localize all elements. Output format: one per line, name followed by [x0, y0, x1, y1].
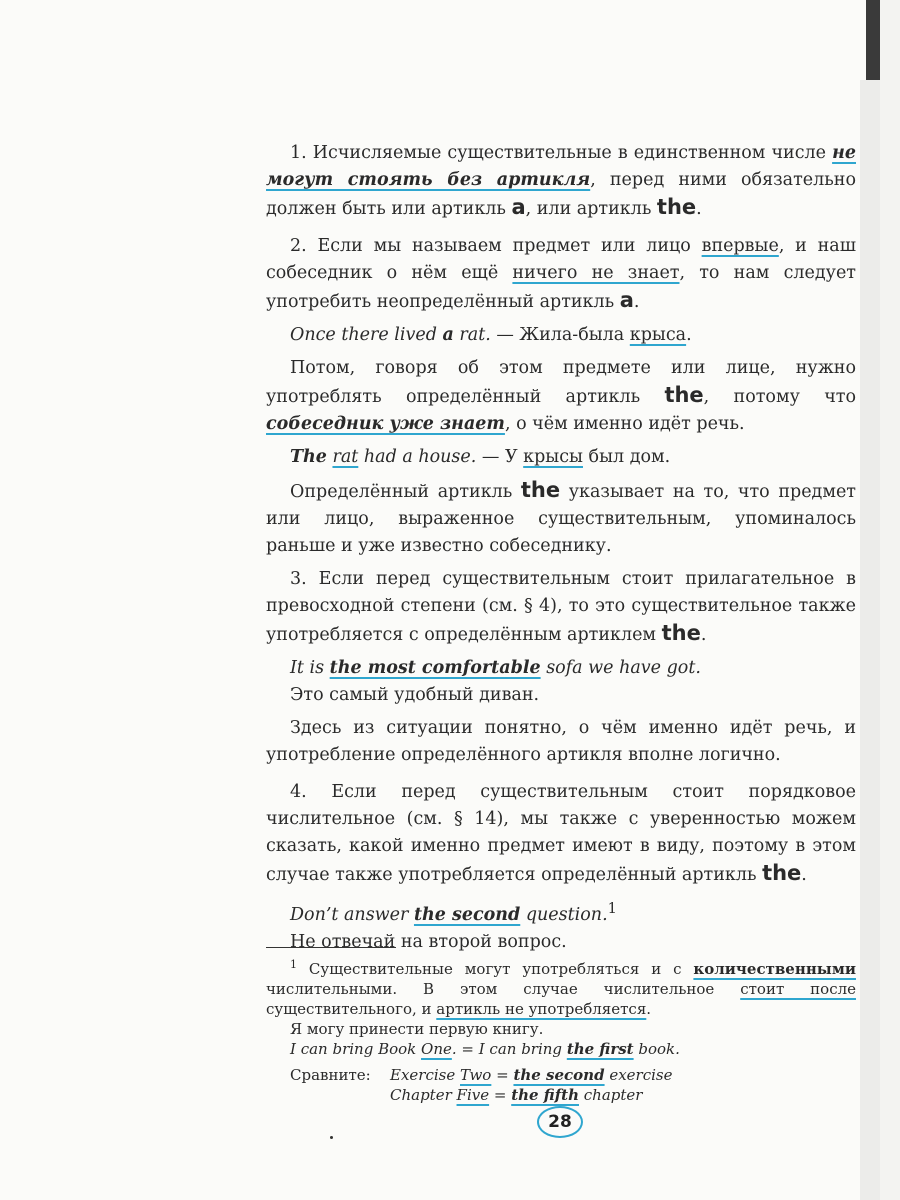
footnote-example-ru: Я могу принести первую книгу.	[290, 1020, 544, 1038]
footnote-divider	[266, 947, 396, 948]
rule-1: 1. Исчисляемые существительные в единственном числе не могут стоять без артикля, перед ними обязательно должен быть или артикль a, или артикль the.	[266, 143, 856, 219]
example-3: It is the most comfortable sofa we have got.	[290, 658, 701, 678]
emphasis: собеседник уже знает	[266, 414, 505, 434]
example-1: Once there lived a rat. — Жила-была крыса.	[290, 325, 692, 345]
main-text	[266, 140, 856, 956]
article-the: the	[661, 621, 701, 645]
compare-line-1: Exercise Two = the second exercise	[390, 1066, 673, 1084]
example-4-translation: Не отвечай на второй вопрос.	[290, 931, 567, 952]
example-3-translation: Это самый удобный диван.	[290, 685, 540, 705]
article-the: the	[762, 861, 802, 885]
example-4: Don’t answer the second question.$^1$	[290, 900, 617, 925]
footnote-example-en: I can bring Book One. = I can bring the first book.	[290, 1040, 680, 1058]
article-the: the	[520, 478, 561, 502]
footnote-text: $^1$ Существительные могут употребляться и с количественными числительными. В этом случае числительное стоит после существительного, и артикль не употребляется.	[266, 958, 856, 1018]
article-a: a	[511, 195, 526, 219]
compare-line-2: Chapter Five = the fifth chapter	[390, 1086, 643, 1104]
scan-margin	[860, 80, 880, 1200]
scan-edge	[866, 0, 880, 80]
compare-block	[266, 1065, 856, 1105]
article-a: a	[619, 288, 634, 312]
footnote	[266, 955, 856, 1105]
compare-label: Сравните:	[290, 1066, 371, 1084]
example-2: The rat had a house. — У крысы был дом.	[290, 447, 671, 467]
rule-2-continued: Потом, говоря об этом предмете или лице, нужно употреблять определённый артикль the, потому что собеседник уже знает, о чём именно идёт речь.	[266, 358, 856, 434]
article-the: the	[656, 195, 697, 219]
footnote-ref: 1	[607, 900, 617, 917]
rule-3-explanation: Здесь из ситуации понятно, о чём именно идёт речь, и употребление определённого артикля вполне логично.	[266, 718, 856, 765]
rule-2: 2. Если мы называем предмет или лицо впервые, и наш собеседник о нём ещё ничего не знает, то нам следует употребить неопределённый артикль a.	[266, 236, 856, 312]
rule-4: 4. Если перед существительным стоит порядковое числительное (см. § 14), мы также с уверенностью можем сказать, какой именно предмет имеют в виду, поэтому в этом случае также употребляется определённый артикль the.	[266, 782, 856, 885]
article-the: the	[664, 383, 704, 407]
page-number: 28	[537, 1106, 583, 1138]
rule-2-explanation: Определённый артикль the указывает на то, что предмет или лицо, выраженное существительным, упоминалось раньше и уже известно собеседнику.	[266, 478, 856, 556]
rule-3: 3. Если перед существительным стоит прилагательное в превосходной степени (см. § 4), то это существительное также употребляется с определённым артиклем the.	[266, 569, 856, 645]
scan-speck	[330, 1136, 333, 1139]
emphasis: не могут стоять без артикля	[266, 143, 856, 190]
